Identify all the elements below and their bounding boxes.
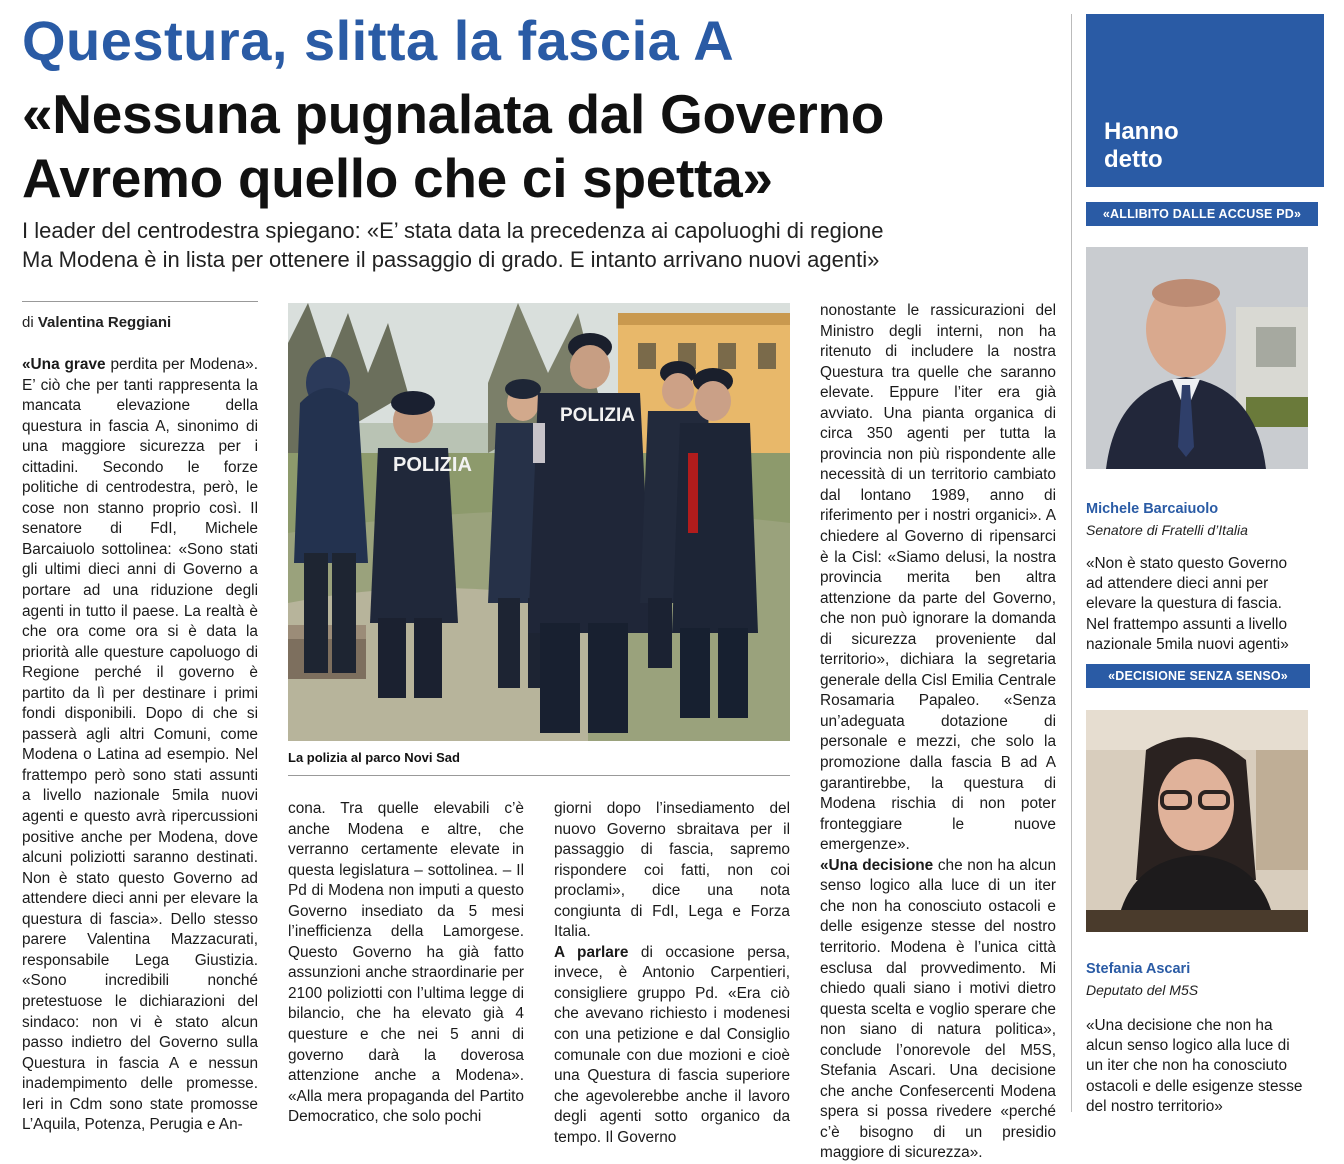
- byline-divider: [22, 301, 258, 302]
- main-headline: [22, 82, 1062, 210]
- quote-line: nazionale 5mila nuovi agenti»: [1086, 635, 1289, 653]
- article-column-1: [22, 355, 258, 1136]
- subheadline: [22, 216, 1062, 274]
- column-text: cona. Tra quelle elevabili c’è anche Modena e altre, che verranno certamente elevate in questa legislatura – sottolinea. – Il Pd di Modena non imputi a questo Governo insediato da 5 mesi l’inefficienza della Lamorgese. Questo Governo ha già fatto assunzioni anche straordinarie per 2100 poliziotti con l’ultima legge di bilancio, che ha elevato già 4 questure e che nei 5 anni di governo darà la doverosa attenzione anche a Modena». «Alla mera propaganda del Partito Democratico, che solo pochi: [288, 800, 524, 1126]
- person-name: Stefania Ascari: [1086, 961, 1191, 977]
- article-photo: [288, 303, 790, 741]
- subhead-line: I leader del centrodestra spiegano: «E’ stata data la precedenza ai capoluoghi di regione: [22, 218, 884, 243]
- photo-caption: La polizia al parco Novi Sad: [288, 750, 460, 765]
- article-column-2: [288, 799, 524, 1128]
- article-column-4: [820, 301, 1056, 1164]
- person-role: Senatore di Fratelli d’Italia: [1086, 522, 1248, 538]
- vest-label: POLIZIA: [393, 454, 472, 476]
- column-text: giorni dopo l’insediamento del nuovo Governo sbraitava per il passaggio di fascia, sapremo rispondere coi fatti, non coi proclami», dice una nota congiunta di FdI, Lega e Forza Italia.: [554, 800, 790, 941]
- lead-in-bold: «Una grave: [22, 356, 106, 373]
- quote-line: Nel frattempo assunti a livello: [1086, 615, 1288, 633]
- sidebar-title-line: detto: [1104, 146, 1163, 173]
- subhead-line: Ma Modena è in lista per ottenere il passaggio di grado. E intanto arrivano nuovi agenti»: [22, 247, 880, 272]
- headline-line: «Nessuna pugnalata dal Governo: [22, 83, 885, 145]
- byline-prefix: di: [22, 314, 34, 331]
- quote-tag: «DECISIONE SENZA SENSO»: [1086, 664, 1310, 688]
- portrait-barcaiuolo: [1086, 247, 1308, 469]
- kicker-headline: Questura, slitta la fascia A: [22, 9, 735, 72]
- portrait-photo: [1086, 710, 1308, 932]
- quote-line: alcun senso logico alla luce di: [1086, 1037, 1290, 1055]
- lead-in-bold: «Una decisione: [820, 856, 934, 874]
- sidebar-quote: [1086, 1016, 1318, 1117]
- lead-in-bold: A parlare: [554, 943, 629, 961]
- column-text: che non ha alcun senso logico alla luce di un iter che non ha conosciuto ostacoli e delle esigenze stesse del nostro territorio. Modena è l’unica città esclusa dal provvedimento. Mi chiedo quali siano i motivi dietro questa scelta e voglio sperare che non siano di natura politica», conclude l’onorevole del M5S, Stefania Ascari. Una decisione che anche Confesercenti Modena spera si possa rivedere «perché c’è bisogno di un presidio maggiore di sicurezza».: [820, 856, 1057, 1162]
- byline-author: Valentina Reggiani: [37, 314, 172, 331]
- quote-line: «Non è stato questo Governo: [1086, 555, 1288, 572]
- column-text: di occasione persa, invece, è Antonio Carpentieri, consigliere gruppo Pd. «Era ciò che avevano richiesto i modenesi con una petizione e dal Consiglio comunale con due mozioni e cioè una Questura di fascia superiore che agevolerebbe anche il lavoro degli agenti sotto organico da tempo. Il Governo: [554, 943, 791, 1146]
- sidebar-divider: [1071, 14, 1072, 1112]
- column-text: nonostante le rassicurazioni del Ministro degli interni, non ha ritenuto di includere la nostra Questura tra quelle che saranno elevate. Eppure l’iter era già avviato. Una pianta organica di circa 350 agenti per tutta la provincia non più rispondente alle necessità di un territorio cambiato dal lontano 1989, anno di riferimento per i nostri organici». A chiedere al Governo di ripensarci è la Cisl: «Siamo delusi, la nostra provincia merita ben altra attenzione da parte del Governo, che non può ignorare la domanda di sicurezza proveniente dal territorio», dichiara la segretaria generale della Cisl Emilia Centrale Rosamaria Papaleo. «Senza un’adeguata dotazione di personale e mezzi, che solo la promozione dalla fascia B ad A garantirebbe, la questura di Modena rischia di non poter fronteggiare le nuove emergenze».: [820, 302, 1056, 854]
- police-photo-illustration: [288, 303, 790, 741]
- sidebar-title: [1104, 118, 1179, 174]
- caption-divider: [288, 775, 790, 776]
- sidebar-quote: [1086, 554, 1318, 655]
- sidebar-title-line: Hanno: [1104, 118, 1179, 145]
- person-name: Michele Barcaiuolo: [1086, 501, 1219, 517]
- vest-label: POLIZIA: [560, 405, 635, 426]
- quote-line: ad attendere dieci anni per: [1086, 575, 1269, 593]
- quote-tag: «ALLIBITO DALLE ACCUSE PD»: [1086, 202, 1318, 226]
- portrait-photo: [1086, 247, 1308, 469]
- quote-line: del nostro territorio»: [1086, 1097, 1223, 1115]
- sidebar-header: [1086, 14, 1324, 187]
- portrait-ascari: [1086, 710, 1308, 932]
- quote-line: «Una decisione che non ha: [1086, 1017, 1273, 1034]
- person-role: Deputato del M5S: [1086, 982, 1199, 998]
- quote-line: un iter che non ha conosciuto: [1086, 1057, 1288, 1075]
- column-text: perdita per Modena». E’ ciò che per tanti rappresenta la mancata elevazione della questura in fascia A, sinonimo di una maggiore sicurezza per i cittadini. Secondo le forze politiche di centrodestra, però, le cose non stanno proprio così. Il senatore di FdI, Michele Barcaiuolo sottolinea: «Sono stati gli ultimi dieci anni di Governo a portare ad una riduzione degli agenti in tutto il paese. La realtà è che ora come ora si è data la priorità alle questure capoluogo di Regione perché il governo è partito da lì per destinare i primi fondi disponibili. Dopo di che si passerà agli altri Comuni, come Modena o Latina ad esempio. Nel frattempo però sono stati assunti a livello nazionale 5mila nuovi agenti e questo avrà ripercussioni positive anche per Modena, dove alcuni poliziotti saranno destinati. Non è stato questo Governo ad attendere dieci anni per elevare la questura di fascia». Dello stesso parere Valentina Mazzacurati, responsabile Lega Giustizia. «Sono incredibili nonché pretestuose le dichiarazioni del sindaco: non vi è stato alcun passo indietro del Governo sulla Questura in fascia A e nessun inadempimento delle promesse. Ieri in Cdm sono state promosse L’Aquila, Potenza, Perugia e An-: [22, 356, 258, 1134]
- article-column-3: [554, 799, 790, 1148]
- quote-line: ostacoli e delle esigenze stesse: [1086, 1077, 1303, 1095]
- byline: [22, 314, 171, 332]
- headline-line: Avremo quello che ci spetta»: [22, 147, 773, 209]
- quote-line: elevare la questura di fascia.: [1086, 595, 1282, 613]
